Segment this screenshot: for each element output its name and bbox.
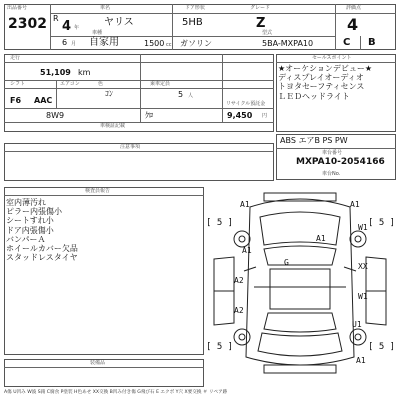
body-type: 5HB [182, 17, 203, 28]
recycle-unit: 円 [262, 113, 268, 119]
inspector-item: シートすれ小 [6, 216, 54, 226]
recycle-label: リサイクル預託金 [226, 101, 266, 107]
shift-label: シフト [10, 81, 26, 87]
damage-legend: A傷 U凹み W波 S錆 C腐食 P塗装 H色あせ XX交換 B凹み付き傷 G飛び石 E エクボ Y穴 X要交換 ＃ リペア跡 [4, 390, 228, 395]
selling-points-list [278, 64, 396, 101]
seats-label: 乗車定員 [150, 81, 171, 87]
selling-point: ディスプレイオーディオ [278, 73, 364, 83]
exterior-grade: B [368, 37, 376, 48]
damage-front-right: A1 [350, 200, 360, 209]
inspector-item: スタッドレスタイヤ [6, 253, 78, 263]
cc-unit: cc [166, 42, 172, 48]
mileage: 51,109 [40, 68, 71, 77]
chassis-label: 車台番号 [322, 150, 343, 156]
damage-front-left: A1 [240, 200, 250, 209]
model: 5BA-MXPA10 [262, 39, 314, 48]
damage-right-quarter: W1 [358, 292, 368, 301]
damage-left-rear-door: A2 [234, 276, 244, 285]
color: ｺﾝ [105, 89, 113, 98]
inspector-item: バンパーＡ [6, 234, 46, 244]
usage: 自家用 [89, 37, 119, 48]
year: 4 [62, 19, 72, 34]
seats: 5 [178, 90, 184, 99]
equipment-title: 装備品 [90, 360, 106, 366]
damage-diagram [204, 187, 396, 387]
inspector-item: ピラー内張傷小 [6, 207, 62, 217]
selling-point: ★オーケションデビュー★ [278, 64, 373, 73]
mileage-unit: km [78, 68, 91, 77]
damage-left-front-door: A1 [242, 246, 252, 255]
damage-hood: A1 [316, 234, 326, 243]
chassis-number: MXPA10-2054166 [296, 157, 385, 167]
ac-label: エアコン [60, 81, 80, 87]
month: 6 [62, 38, 68, 47]
inspection-label: 車検証記載 [100, 123, 126, 129]
model-label: 型式 [262, 30, 273, 36]
car-type-label: 車種 [92, 30, 103, 36]
car-outline-icon [204, 187, 396, 387]
damage-bumper-rear: A1 [356, 356, 366, 365]
mileage-label: 走行 [10, 55, 21, 61]
color-code: 8W9 [46, 111, 65, 120]
chassis-caption: 車台No. [322, 171, 341, 177]
seats-unit: 人 [188, 93, 194, 99]
ac: AAC [34, 96, 53, 105]
damage-rear-right: U1 [352, 320, 362, 329]
options: ABS エアB PS PW [280, 136, 348, 145]
lot-number: 2302 [8, 16, 47, 32]
grade: Z [256, 16, 266, 31]
year-suffix: 年 [74, 25, 80, 31]
tire-fr: [ 5 ] [368, 218, 396, 228]
score: 4 [347, 15, 359, 34]
spec-box [4, 54, 274, 132]
inspector-title: 検査員報告 [85, 188, 111, 194]
selling-points-title: セールスポイント [312, 55, 352, 61]
damage-rear-left: A2 [234, 306, 244, 315]
inspector-item: 室内薄汚れ [6, 198, 46, 207]
remarks-title: 注意事項 [120, 144, 141, 150]
color-label: 色 [98, 81, 104, 87]
cc: 1500 [144, 39, 165, 48]
damage-right-rear-door: XX [358, 262, 368, 271]
tire-fl: [ 5 ] [206, 218, 234, 228]
body-label: ドア形状 [185, 5, 205, 11]
selling-point: トヨタセーフティセンス [278, 82, 365, 92]
trim-code: ｸﾛ [145, 111, 153, 120]
month-suffix: 月 [71, 41, 77, 47]
recycle-fee: 9,450 [227, 111, 253, 120]
selling-point: ＬＥＤヘッドライト [278, 91, 350, 101]
maker-label: 車名 [100, 5, 111, 11]
damage-roof: G [284, 258, 289, 267]
lot-label: 出品番号 [7, 5, 28, 11]
car-name: ヤリス [104, 17, 134, 28]
inspector-list [6, 198, 202, 262]
inspector-item: ドア内張傷小 [6, 225, 54, 235]
inspector-item: ホイールカバー欠品 [6, 243, 78, 253]
era-letter: R [53, 14, 59, 23]
grade-label: グレード [250, 5, 271, 11]
score-label: 評価点 [346, 5, 362, 11]
tire-rr: [ 5 ] [368, 342, 396, 352]
interior-grade: C [343, 37, 351, 48]
tire-rl: [ 5 ] [206, 342, 234, 352]
shift: F6 [10, 96, 22, 105]
damage-right-front-door: W1 [358, 223, 368, 232]
fuel: ガソリン [180, 39, 212, 48]
